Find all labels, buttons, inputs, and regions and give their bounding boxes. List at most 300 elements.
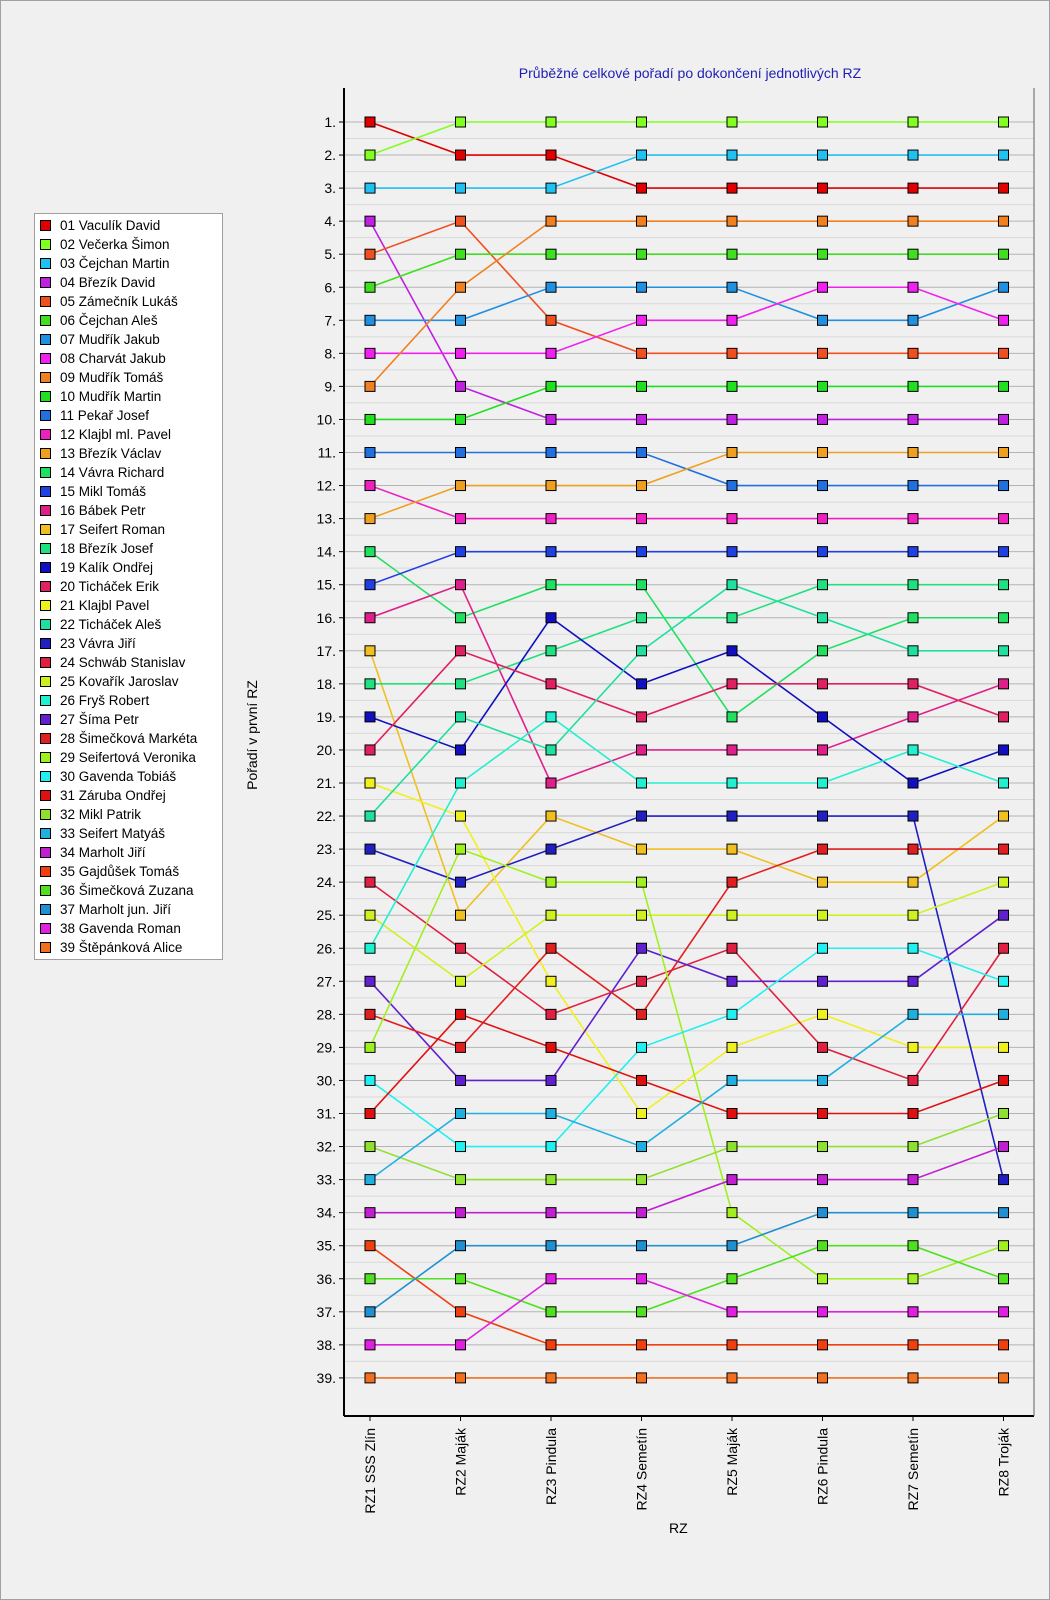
- data-point: [818, 1009, 828, 1019]
- data-point: [999, 1208, 1009, 1218]
- y-tick-label: 30.: [316, 1072, 336, 1089]
- y-tick-label: 26.: [316, 940, 336, 957]
- data-point: [727, 778, 737, 788]
- data-point: [727, 183, 737, 193]
- data-point: [818, 1241, 828, 1251]
- y-tick-label: 23.: [316, 841, 336, 858]
- x-tick-label: RZ6 Pindula: [814, 1428, 831, 1506]
- data-point: [818, 580, 828, 590]
- data-point: [999, 811, 1009, 821]
- data-point: [727, 646, 737, 656]
- data-point: [818, 1109, 828, 1119]
- data-point: [365, 778, 375, 788]
- data-point: [727, 448, 737, 458]
- data-point: [456, 448, 466, 458]
- legend-swatch: [40, 619, 51, 630]
- legend-item: [35, 596, 222, 615]
- data-point: [546, 1109, 556, 1119]
- data-point: [818, 414, 828, 424]
- legend-label: 35 Gajdůšek Tomáš: [60, 864, 180, 879]
- data-point: [637, 811, 647, 821]
- data-point: [365, 348, 375, 358]
- data-point: [818, 1307, 828, 1317]
- data-point: [456, 1042, 466, 1052]
- data-point: [999, 448, 1009, 458]
- data-point: [908, 1009, 918, 1019]
- x-tick-label: RZ4 Semetín: [633, 1428, 650, 1511]
- y-tick-label: 20.: [316, 741, 336, 758]
- data-point: [637, 1075, 647, 1085]
- data-point: [365, 1175, 375, 1185]
- data-point: [365, 547, 375, 557]
- data-point: [908, 943, 918, 953]
- data-point: [637, 249, 647, 259]
- x-tick-label: RZ5 Maják: [724, 1428, 740, 1496]
- data-point: [365, 1009, 375, 1019]
- legend-item: [35, 425, 222, 444]
- data-point: [999, 679, 1009, 689]
- data-point: [546, 1142, 556, 1152]
- legend-swatch: [40, 524, 51, 535]
- data-point: [908, 282, 918, 292]
- y-tick-label: 2.: [324, 147, 336, 164]
- legend-label: 26 Fryš Robert: [60, 693, 150, 708]
- data-point: [908, 216, 918, 226]
- data-point: [999, 315, 1009, 325]
- data-point: [727, 547, 737, 557]
- data-point: [999, 348, 1009, 358]
- data-point: [727, 1340, 737, 1350]
- data-point: [365, 910, 375, 920]
- data-point: [908, 1274, 918, 1284]
- legend-item: [35, 520, 222, 539]
- data-point: [727, 348, 737, 358]
- data-point: [999, 216, 1009, 226]
- data-point: [637, 282, 647, 292]
- legend-label: 24 Schwáb Stanislav: [60, 655, 186, 670]
- chart-title: Průběžné celkové pořadí po dokončení jednotlivých RZ: [518, 65, 862, 81]
- legend-swatch: [40, 790, 51, 801]
- data-point: [908, 1175, 918, 1185]
- data-point: [546, 1009, 556, 1019]
- data-point: [999, 1340, 1009, 1350]
- data-point: [908, 679, 918, 689]
- data-point: [365, 1042, 375, 1052]
- data-point: [818, 216, 828, 226]
- legend-label: 29 Seifertová Veronika: [60, 750, 196, 765]
- legend-swatch: [40, 600, 51, 611]
- data-point: [637, 481, 647, 491]
- data-point: [637, 580, 647, 590]
- legend-item: [35, 938, 222, 957]
- legend-label: 16 Bábek Petr: [60, 503, 146, 518]
- y-tick-label: 12.: [316, 477, 336, 494]
- x-tick-label: RZ1 SSS Zlín: [362, 1428, 378, 1514]
- legend-item: [35, 387, 222, 406]
- data-point: [727, 1142, 737, 1152]
- data-point: [999, 117, 1009, 127]
- legend-label: 38 Gavenda Roman: [60, 921, 181, 936]
- data-point: [456, 1009, 466, 1019]
- data-point: [365, 613, 375, 623]
- data-point: [546, 1042, 556, 1052]
- data-point: [456, 249, 466, 259]
- data-point: [818, 811, 828, 821]
- data-point: [727, 1307, 737, 1317]
- data-point: [818, 150, 828, 160]
- y-tick-label: 9.: [324, 378, 336, 395]
- x-tick-label: RZ2 Maják: [452, 1428, 469, 1496]
- data-point: [727, 514, 737, 524]
- data-point: [727, 811, 737, 821]
- data-point: [908, 844, 918, 854]
- data-point: [546, 1373, 556, 1383]
- data-point: [908, 1307, 918, 1317]
- data-point: [727, 150, 737, 160]
- data-point: [637, 1109, 647, 1119]
- data-point: [546, 481, 556, 491]
- legend-item: [35, 330, 222, 349]
- data-point: [365, 943, 375, 953]
- data-point: [727, 613, 737, 623]
- data-point: [456, 547, 466, 557]
- data-point: [546, 117, 556, 127]
- y-tick-label: 1.: [324, 114, 336, 130]
- legend-swatch: [40, 505, 51, 516]
- data-point: [818, 514, 828, 524]
- y-tick-label: 3.: [324, 180, 336, 197]
- data-point: [727, 1208, 737, 1218]
- data-point: [365, 877, 375, 887]
- data-point: [637, 844, 647, 854]
- legend-swatch: [40, 334, 51, 345]
- y-tick-label: 11.: [317, 444, 336, 461]
- legend-label: 14 Vávra Richard: [60, 465, 165, 480]
- legend-item: [35, 748, 222, 767]
- data-point: [999, 249, 1009, 259]
- y-tick-label: 22.: [316, 808, 336, 825]
- data-point: [637, 150, 647, 160]
- legend-item: [35, 444, 222, 463]
- legend-label: 03 Čejchan Martin: [60, 256, 170, 271]
- data-point: [908, 150, 918, 160]
- data-point: [365, 1274, 375, 1284]
- data-point: [818, 877, 828, 887]
- data-point: [818, 315, 828, 325]
- y-tick-label: 8.: [324, 345, 336, 362]
- data-point: [637, 183, 647, 193]
- data-point: [546, 414, 556, 424]
- data-point: [365, 1075, 375, 1085]
- data-point: [637, 381, 647, 391]
- legend-label: 09 Mudřík Tomáš: [60, 370, 164, 385]
- data-point: [999, 1075, 1009, 1085]
- data-point: [456, 712, 466, 722]
- data-point: [999, 183, 1009, 193]
- data-point: [365, 249, 375, 259]
- data-point: [908, 1241, 918, 1251]
- y-tick-label: 29.: [316, 1039, 336, 1056]
- data-point: [727, 315, 737, 325]
- legend-item: [35, 216, 222, 235]
- legend-label: 11 Pekař Josef: [60, 408, 150, 423]
- data-point: [727, 844, 737, 854]
- data-point: [818, 1373, 828, 1383]
- data-point: [727, 249, 737, 259]
- y-tick-label: 10.: [316, 411, 336, 428]
- data-point: [456, 1307, 466, 1317]
- legend-label: 15 Mikl Tomáš: [60, 484, 147, 499]
- legend-swatch: [40, 847, 51, 858]
- data-point: [365, 745, 375, 755]
- data-point: [999, 910, 1009, 920]
- legend-label: 27 Šíma Petr: [60, 712, 139, 727]
- data-point: [546, 976, 556, 986]
- legend-item: [35, 235, 222, 254]
- legend-item: [35, 311, 222, 330]
- y-tick-label: 39.: [316, 1369, 336, 1386]
- data-point: [727, 976, 737, 986]
- data-point: [637, 514, 647, 524]
- legend-label: 33 Seifert Matyáš: [60, 826, 166, 841]
- data-point: [999, 481, 1009, 491]
- x-axis-label: RZ: [669, 1520, 688, 1536]
- data-point: [818, 646, 828, 656]
- legend-label: 13 Březík Václav: [60, 446, 162, 461]
- data-point: [365, 381, 375, 391]
- data-point: [456, 117, 466, 127]
- legend-item: [35, 862, 222, 881]
- legend-label: 39 Štěpánková Alice: [60, 940, 183, 955]
- data-point: [546, 679, 556, 689]
- legend-swatch: [40, 885, 51, 896]
- data-point: [546, 844, 556, 854]
- data-point: [456, 811, 466, 821]
- data-point: [456, 348, 466, 358]
- y-tick-label: 24.: [316, 874, 336, 891]
- data-point: [999, 844, 1009, 854]
- data-point: [727, 1373, 737, 1383]
- x-tick-labels: [362, 1427, 1012, 1514]
- data-point: [456, 580, 466, 590]
- data-point: [546, 183, 556, 193]
- data-point: [365, 1241, 375, 1251]
- data-point: [818, 547, 828, 557]
- data-point: [546, 943, 556, 953]
- data-point: [546, 249, 556, 259]
- legend-label: 28 Šimečková Markéta: [60, 731, 198, 746]
- data-point: [546, 877, 556, 887]
- legend-swatch: [40, 467, 51, 478]
- data-point: [727, 1042, 737, 1052]
- data-point: [637, 1042, 647, 1052]
- data-point: [456, 282, 466, 292]
- legend-label: 22 Ticháček Aleš: [60, 617, 162, 632]
- y-tick-label: 7.: [324, 312, 336, 329]
- data-point: [456, 1274, 466, 1284]
- data-point: [365, 646, 375, 656]
- data-point: [999, 1109, 1009, 1119]
- data-point: [637, 1373, 647, 1383]
- data-point: [908, 183, 918, 193]
- data-point: [637, 877, 647, 887]
- data-point: [546, 1340, 556, 1350]
- data-point: [546, 381, 556, 391]
- legend-item: [35, 634, 222, 653]
- legend-item: [35, 729, 222, 748]
- data-point: [999, 1042, 1009, 1052]
- data-point: [546, 547, 556, 557]
- data-point: [546, 216, 556, 226]
- data-point: [456, 976, 466, 986]
- data-point: [818, 448, 828, 458]
- data-point: [908, 481, 918, 491]
- data-point: [365, 216, 375, 226]
- legend-swatch: [40, 676, 51, 687]
- legend-item: [35, 349, 222, 368]
- data-point: [456, 481, 466, 491]
- data-point: [546, 745, 556, 755]
- data-point: [818, 910, 828, 920]
- data-point: [365, 481, 375, 491]
- legend-swatch: [40, 429, 51, 440]
- data-point: [365, 1340, 375, 1350]
- data-point: [637, 613, 647, 623]
- legend: [34, 213, 223, 960]
- data-point: [546, 580, 556, 590]
- data-point: [908, 910, 918, 920]
- data-point: [637, 1175, 647, 1185]
- y-tick-label: 4.: [324, 213, 336, 230]
- legend-swatch: [40, 904, 51, 915]
- legend-swatch: [40, 239, 51, 250]
- data-point: [999, 1142, 1009, 1152]
- data-point: [365, 811, 375, 821]
- legend-swatch: [40, 391, 51, 402]
- data-point: [999, 414, 1009, 424]
- data-point: [999, 1307, 1009, 1317]
- legend-label: 20 Ticháček Erik: [60, 579, 160, 594]
- data-point: [456, 150, 466, 160]
- legend-item: [35, 786, 222, 805]
- y-tick-label: 27.: [316, 973, 336, 990]
- y-tick-label: 38.: [316, 1336, 336, 1353]
- y-tick-label: 32.: [316, 1138, 336, 1155]
- y-tick-label: 33.: [316, 1171, 336, 1188]
- data-point: [546, 348, 556, 358]
- legend-label: 36 Šimečková Zuzana: [60, 883, 194, 898]
- data-point: [456, 613, 466, 623]
- data-point: [818, 976, 828, 986]
- data-point: [908, 1142, 918, 1152]
- data-point: [727, 117, 737, 127]
- data-point: [908, 381, 918, 391]
- data-point: [637, 745, 647, 755]
- data-point: [999, 150, 1009, 160]
- data-point: [908, 1042, 918, 1052]
- data-point: [818, 679, 828, 689]
- legend-label: 06 Čejchan Aleš: [60, 313, 158, 328]
- legend-label: 10 Mudřík Martin: [60, 389, 162, 404]
- data-point: [456, 216, 466, 226]
- data-point: [365, 844, 375, 854]
- y-tick-label: 15.: [316, 576, 336, 593]
- data-point: [727, 1241, 737, 1251]
- data-point: [908, 1208, 918, 1218]
- data-point: [908, 117, 918, 127]
- data-point: [456, 1075, 466, 1085]
- legend-label: 25 Kovařík Jaroslav: [60, 674, 179, 689]
- legend-swatch: [40, 942, 51, 953]
- legend-label: 18 Březík Josef: [60, 541, 154, 556]
- legend-item: [35, 577, 222, 596]
- data-point: [546, 910, 556, 920]
- data-point: [365, 1109, 375, 1119]
- legend-swatch: [40, 638, 51, 649]
- data-point: [637, 1274, 647, 1284]
- data-point: [365, 1208, 375, 1218]
- data-point: [999, 778, 1009, 788]
- y-tick-labels: [317, 114, 336, 1386]
- data-point: [999, 976, 1009, 986]
- legend-label: 05 Zámečník Lukáš: [60, 294, 178, 309]
- legend-label: 31 Záruba Ondřej: [60, 788, 166, 803]
- legend-swatch: [40, 277, 51, 288]
- data-point: [818, 1208, 828, 1218]
- data-point: [908, 712, 918, 722]
- data-point: [365, 1307, 375, 1317]
- data-point: [908, 646, 918, 656]
- data-point: [818, 1340, 828, 1350]
- legend-label: 19 Kalík Ondřej: [60, 560, 154, 575]
- data-point: [456, 877, 466, 887]
- data-point: [456, 1340, 466, 1350]
- data-point: [908, 745, 918, 755]
- data-point: [365, 448, 375, 458]
- legend-swatch: [40, 410, 51, 421]
- legend-item: [35, 881, 222, 900]
- legend-label: 08 Charvát Jakub: [60, 351, 166, 366]
- data-point: [908, 613, 918, 623]
- legend-swatch: [40, 771, 51, 782]
- legend-swatch: [40, 695, 51, 706]
- data-point: [365, 282, 375, 292]
- data-point: [818, 183, 828, 193]
- data-point: [818, 249, 828, 259]
- data-point: [999, 943, 1009, 953]
- legend-label: 07 Mudřík Jakub: [60, 332, 160, 347]
- legend-item: [35, 539, 222, 558]
- data-point: [999, 580, 1009, 590]
- legend-label: 37 Marholt jun. Jiří: [60, 902, 172, 917]
- data-point: [818, 1274, 828, 1284]
- data-point: [365, 712, 375, 722]
- data-point: [546, 282, 556, 292]
- data-point: [456, 1142, 466, 1152]
- data-point: [456, 679, 466, 689]
- x-tick-label: RZ3 Pindula: [543, 1428, 559, 1506]
- data-point: [818, 1042, 828, 1052]
- y-tick-label: 18.: [316, 675, 336, 692]
- data-point: [456, 646, 466, 656]
- legend-swatch: [40, 296, 51, 307]
- data-point: [546, 778, 556, 788]
- legend-item: [35, 672, 222, 691]
- data-point: [999, 381, 1009, 391]
- data-point: [637, 943, 647, 953]
- data-point: [637, 1307, 647, 1317]
- data-point: [908, 1373, 918, 1383]
